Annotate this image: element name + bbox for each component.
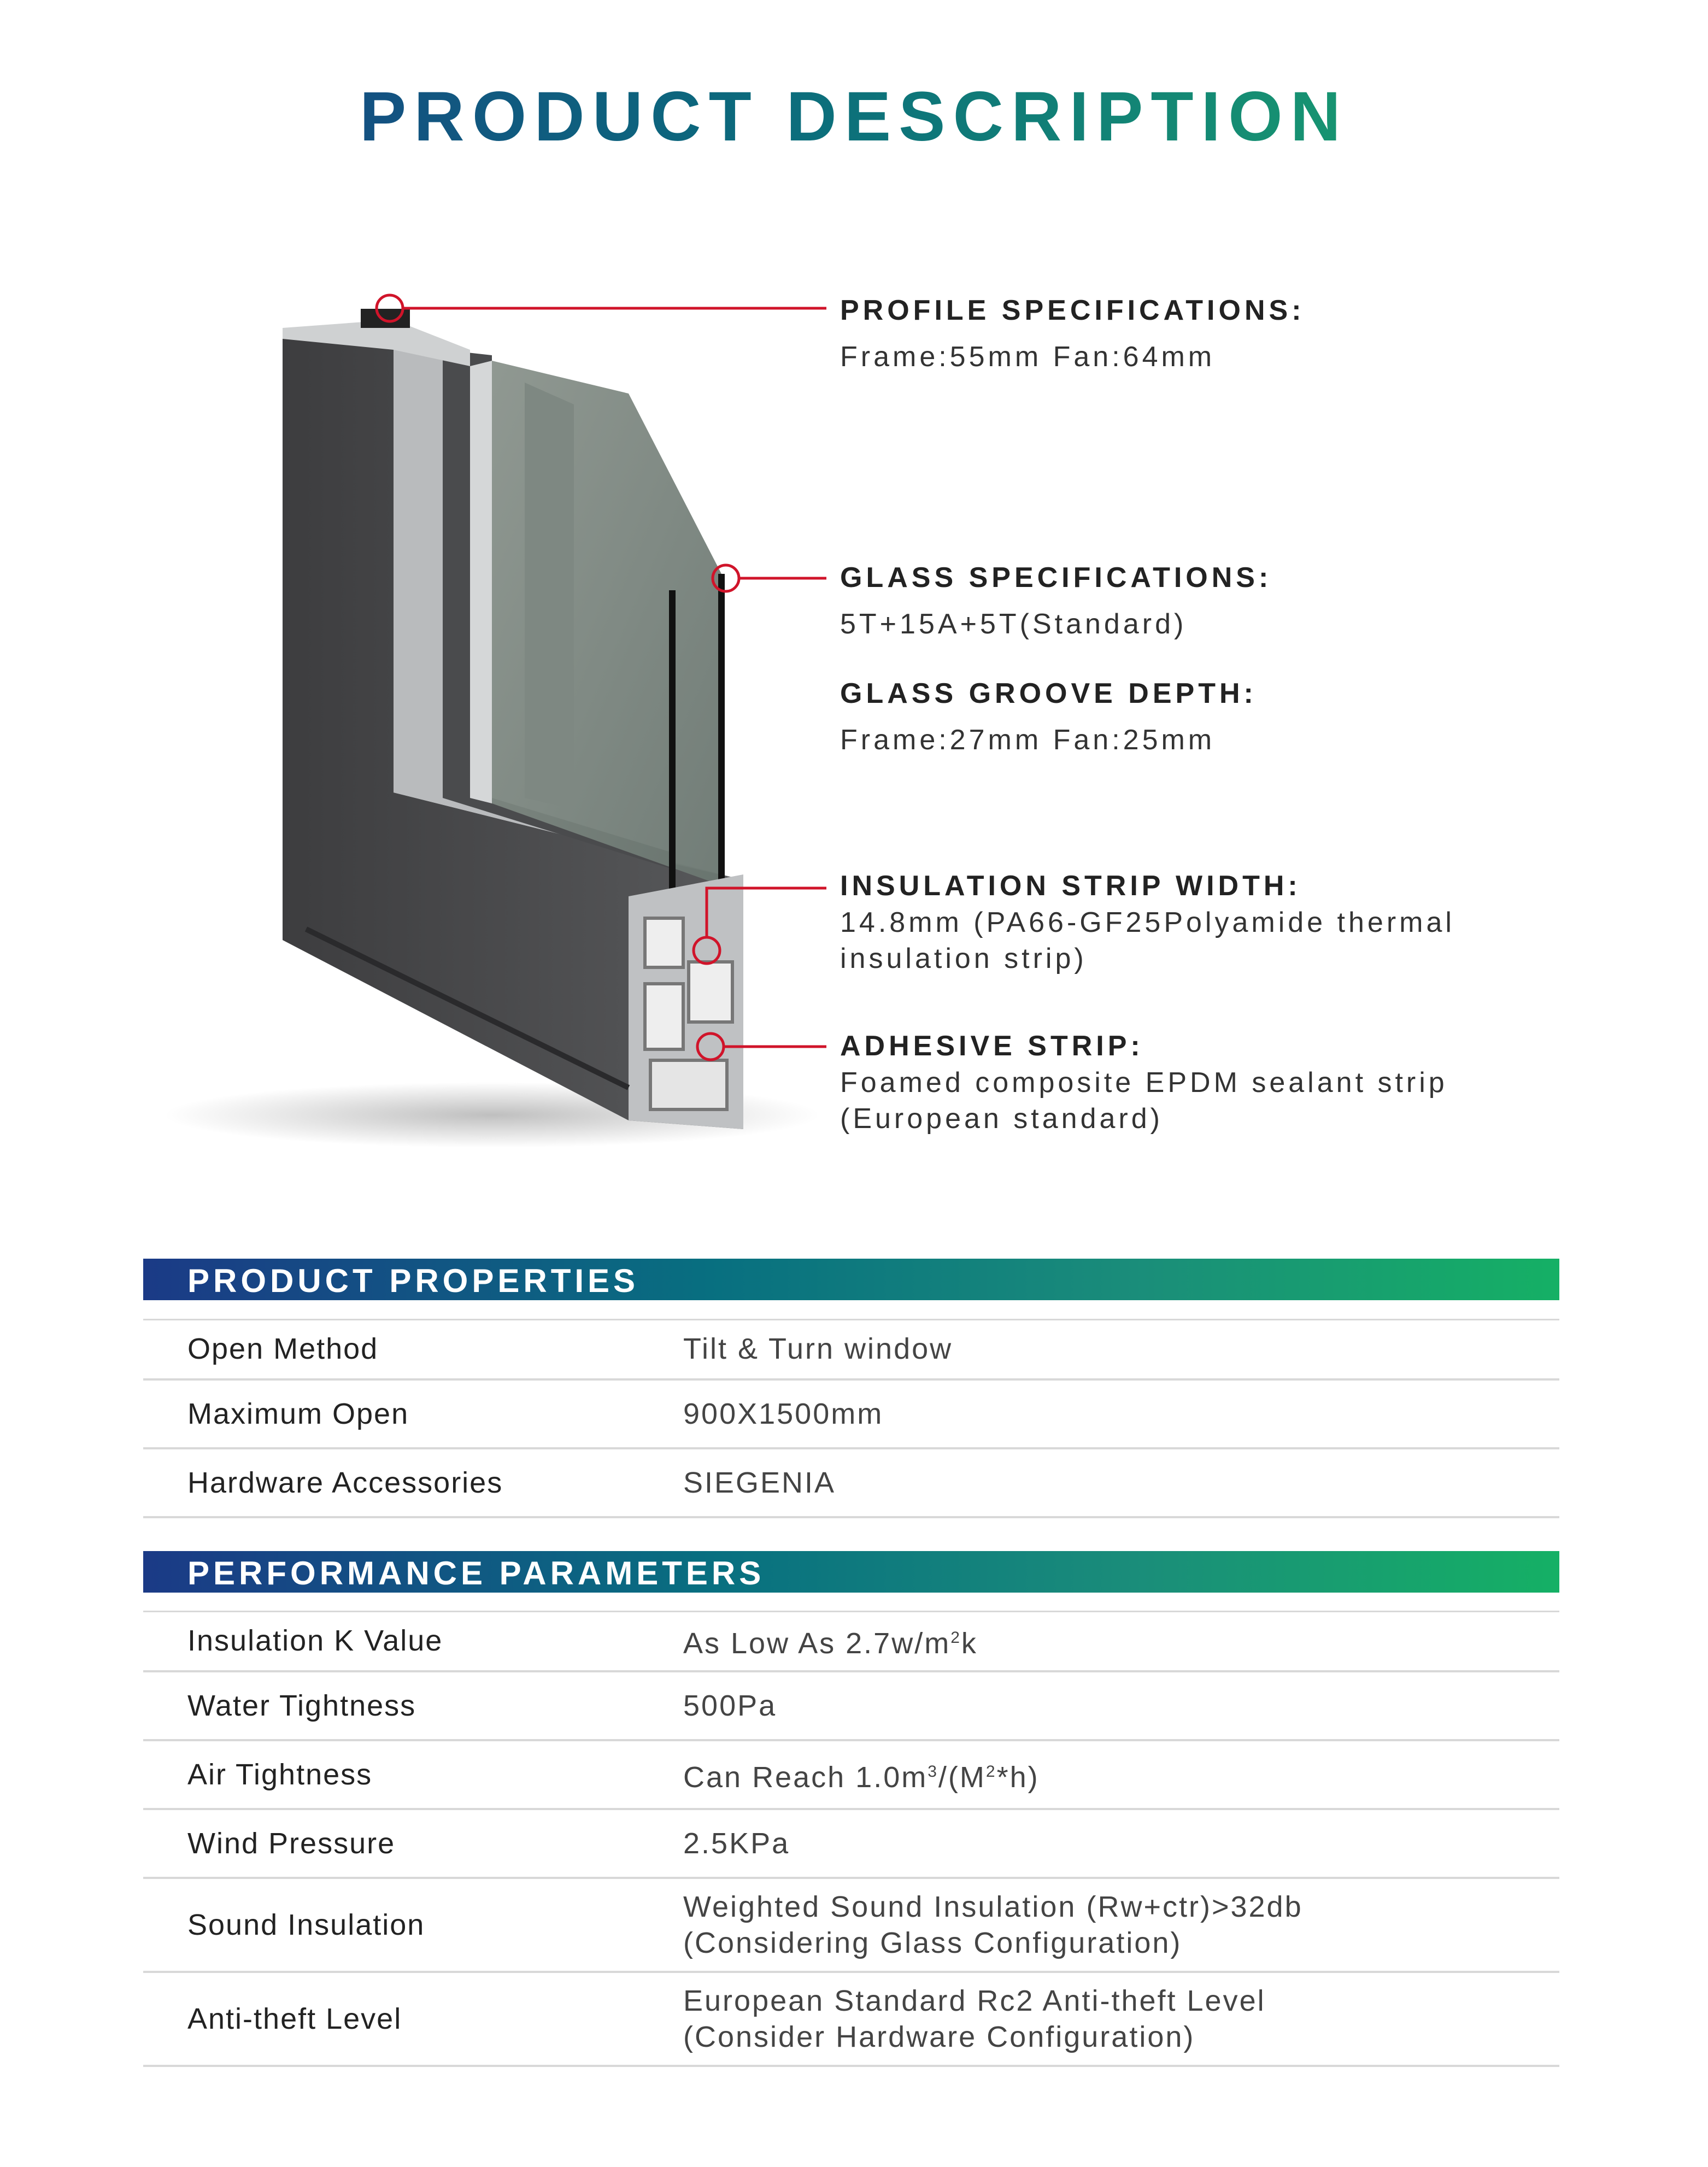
row-label: Maximum Open xyxy=(187,1397,409,1430)
row-value: 900X1500mm xyxy=(683,1397,884,1430)
performance-parameters-header xyxy=(143,1551,1559,1593)
row-value: Can Reach $1.0m^3/(M^2*h)$ xyxy=(683,1761,1040,1794)
callout-adhesive-strip xyxy=(840,1030,1448,1137)
product-properties-header xyxy=(143,1259,1559,1300)
row-label: Open Method xyxy=(187,1332,379,1365)
section-heading: PERFORMANCE PARAMETERS xyxy=(187,1555,765,1592)
table-row xyxy=(143,1611,1559,1672)
title-word: PRODUCT xyxy=(359,78,759,156)
table-row xyxy=(143,1672,1559,1741)
callout-value: insulation strip) xyxy=(840,943,1087,974)
row-label: Water Tightness xyxy=(187,1689,416,1722)
row-label: Sound Insulation xyxy=(187,1908,425,1941)
table-row xyxy=(143,1879,1559,1973)
callout-value: Frame:27mm Fan:25mm xyxy=(840,724,1216,756)
row-value: As Low As $2.7w/m^2k$ xyxy=(683,1627,978,1660)
callout-heading: INSULATION STRIP WIDTH: xyxy=(840,870,1301,902)
callout-heading: GLASS GROOVE DEPTH: xyxy=(840,678,1257,709)
row-label: Wind Pressure xyxy=(187,1827,396,1860)
row-value: Weighted Sound Insulation (Rw+ctr)>32db (Considering Glass Configuration) xyxy=(683,1890,1303,1959)
callout-value: Frame:55mm Fan:64mm xyxy=(840,341,1216,373)
row-value: European Standard Rc2 Anti-theft Level (Consider Hardware Configuration) xyxy=(683,1984,1266,2053)
row-label: Insulation K Value xyxy=(187,1624,443,1657)
callout-glass-specifications xyxy=(840,561,1272,642)
callout-value: (European standard) xyxy=(840,1103,1163,1135)
section-heading: PRODUCT PROPERTIES xyxy=(187,1262,639,1299)
row-label: Hardware Accessories xyxy=(187,1466,503,1499)
callout-value: 14.8mm (PA66-GF25Polyamide thermal xyxy=(840,907,1455,938)
callout-glass-groove-depth xyxy=(840,677,1257,758)
table-row xyxy=(143,1319,1559,1381)
row-label: Anti-theft Level xyxy=(187,2002,402,2035)
callout-insulation-strip-width xyxy=(840,870,1455,977)
table-row xyxy=(143,1449,1559,1518)
row-value: Tilt & Turn window xyxy=(683,1332,953,1365)
row-value: SIEGENIA xyxy=(683,1466,836,1499)
table-row xyxy=(143,1973,1559,2067)
table-row xyxy=(143,1741,1559,1810)
callout-value: 5T+15A+5T(Standard) xyxy=(840,608,1187,640)
callout-profile-specifications xyxy=(840,294,1305,375)
callout-heading: ADHESIVE STRIP: xyxy=(840,1030,1144,1062)
callout-heading: GLASS SPECIFICATIONS: xyxy=(840,562,1272,594)
table-row xyxy=(143,1810,1559,1879)
page-title xyxy=(0,77,1708,157)
row-value: 500Pa xyxy=(683,1689,777,1722)
callout-heading: PROFILE SPECIFICATIONS: xyxy=(840,295,1305,326)
window-profile-image xyxy=(164,262,847,1164)
row-value: 2.5KPa xyxy=(683,1827,790,1860)
table-row xyxy=(143,1381,1559,1449)
row-label: Air Tightness xyxy=(187,1758,373,1791)
callout-value: Foamed composite EPDM sealant strip xyxy=(840,1067,1448,1099)
title-word: DESCRIPTION xyxy=(786,78,1349,156)
